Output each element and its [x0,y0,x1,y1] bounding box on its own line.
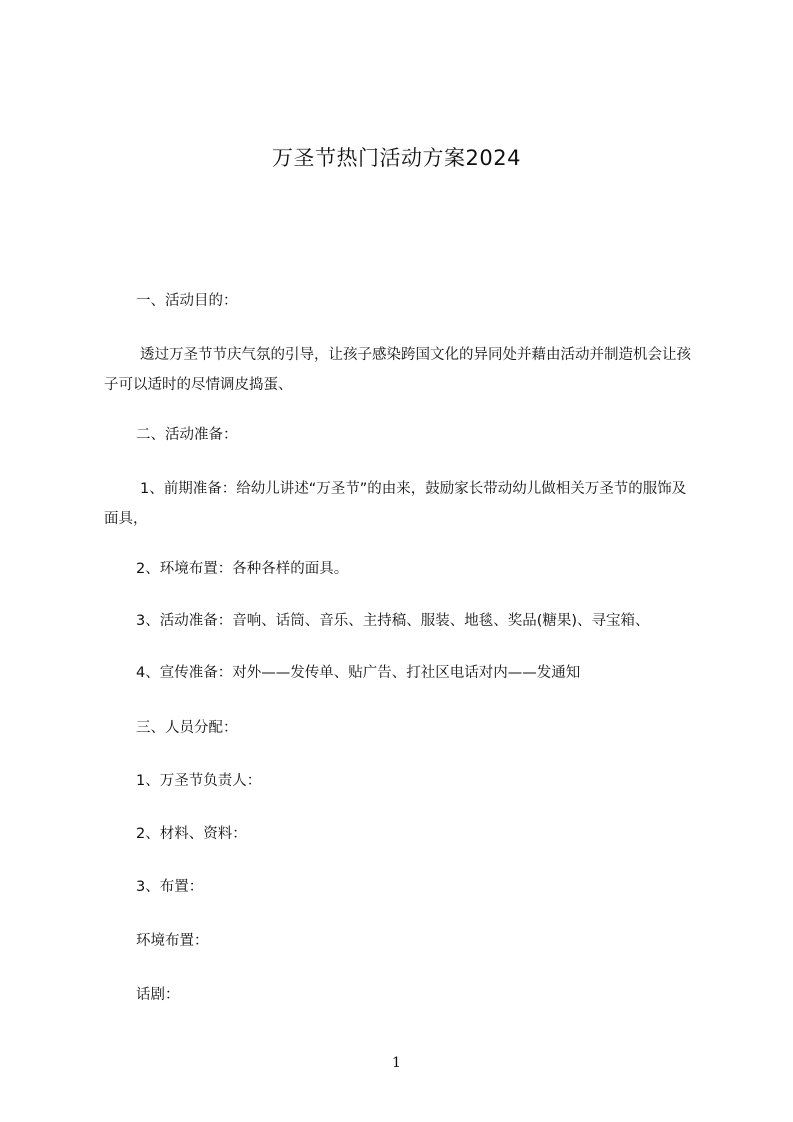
document-title: 万圣节热门活动方案2024 [272,146,521,170]
staffing-item-materials: 2、材料、资料： [136,826,247,842]
staffing-item-setup: 3、布置： [136,879,204,895]
section-heading-purpose: 一、活动目的： [136,293,238,309]
staffing-item-lead: 1、万圣节负责人： [136,773,262,789]
preparation-item-activity: 3、活动准备：音响、话筒、音乐、主持稿、服装、地毯、奖品(糖果)、寻宝箱、 [136,613,650,629]
section-heading-staffing: 三、人员分配： [136,720,238,736]
purpose-paragraph: 透过万圣节节庆气氛的引导，让孩子感染跨国文化的异同处并藉由活动并制造机会让孩子可以适时的尽情调皮捣蛋、 [104,347,691,393]
preparation-item-early: 1、前期准备：给幼儿讲述“万圣节”的由来，鼓励家长带动幼儿做相关万圣节的服饰及面具， [104,481,687,527]
preparation-item-promotion: 4、宣传准备：对外——发传单、贴广告、打社区电话对内——发通知 [136,665,581,681]
page-number: 1 [392,1055,401,1071]
section-heading-preparation: 二、活动准备： [136,427,238,443]
staffing-item-environment: 环境布置： [136,933,209,949]
preparation-item-environment: 2、环境布置：各种各样的面具。 [136,561,349,577]
staffing-item-drama: 话剧： [136,987,180,1003]
